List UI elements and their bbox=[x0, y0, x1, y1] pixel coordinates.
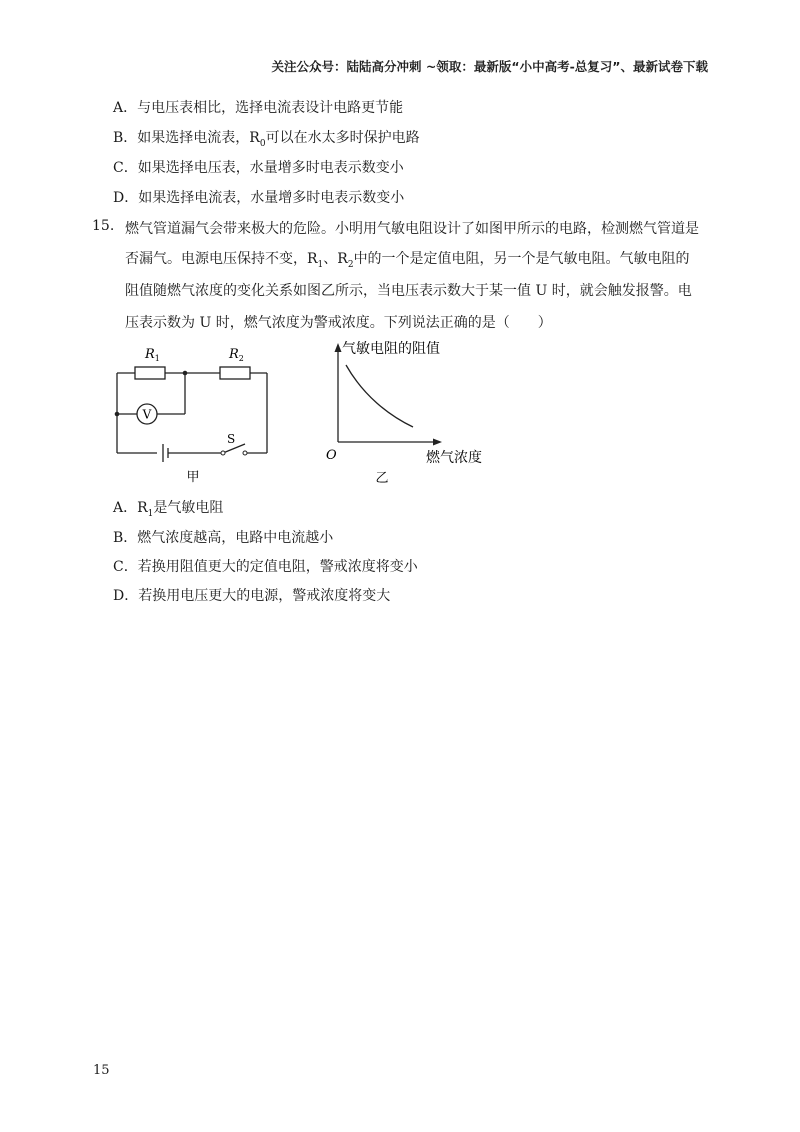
q14-option-b: B．如果选择电流表，$R_0$可以在水太多时保护电路 bbox=[113, 130, 420, 149]
y-axis-arrow-icon bbox=[335, 343, 342, 352]
graph-y-label: 气敏电阻的阻值 bbox=[342, 341, 440, 357]
q15-stem-line-2: 否漏气。电源电压保持不变，$R_1$、$R_2$中的一个是定值电阻，另一个是气敏电阻。气敏电阻的 bbox=[125, 251, 690, 270]
q15-stem-line-4: 压表示数为 U 时，燃气浓度为警戒浓度。下列说法正确的是（ ） bbox=[125, 315, 552, 331]
q14-option-d: D．如果选择电流表，水量增多时电表示数变小 bbox=[113, 190, 405, 206]
figure-b-caption: 乙 bbox=[375, 471, 389, 486]
graph-origin-label: O bbox=[326, 448, 337, 463]
q15-stem-line-1: 燃气管道漏气会带来极大的危险。小明用气敏电阻设计了如图甲所示的电路，检测燃气管道是 bbox=[125, 221, 699, 237]
resistor-r1 bbox=[135, 367, 165, 379]
page-number: 15 bbox=[93, 1063, 110, 1078]
figure-a-caption: 甲 bbox=[186, 470, 200, 485]
graph-x-label: 燃气浓度 bbox=[426, 450, 482, 466]
r1-label: $R_1$ bbox=[145, 347, 160, 363]
q15-stem-line-3: 阻值随燃气浓度的变化关系如图乙所示，当电压表示数大于某一值 U 时，就会触发报警。电 bbox=[125, 283, 692, 299]
q14-option-c: C．如果选择电压表，水量增多时电表示数变小 bbox=[113, 160, 404, 176]
q15-number: 15. bbox=[92, 218, 115, 234]
circuit-diagram bbox=[105, 340, 280, 490]
q15-option-a: A．$R_1$是气敏电阻 bbox=[113, 500, 224, 519]
q15-option-c: C．若换用阻值更大的定值电阻，警戒浓度将变小 bbox=[113, 559, 418, 575]
q15-option-b: B．燃气浓度越高，电路中电流越小 bbox=[113, 530, 334, 546]
switch-label: S bbox=[227, 432, 236, 446]
page-header: 关注公众号：陆陆高分冲刺 ~领取：最新版“小中高考-总复习”、最新试卷下载 bbox=[271, 59, 708, 74]
resistance-curve bbox=[346, 365, 413, 427]
r2-label: $R_2$ bbox=[229, 347, 244, 363]
voltmeter-label: V bbox=[142, 407, 152, 422]
resistor-r2 bbox=[220, 367, 250, 379]
resistance-graph bbox=[318, 335, 503, 490]
x-axis-arrow-icon bbox=[433, 439, 442, 446]
q15-option-d: D．若换用电压更大的电源，警戒浓度将变大 bbox=[113, 588, 391, 604]
q14-option-a: A．与电压表相比，选择电流表设计电路更节能 bbox=[113, 100, 404, 116]
